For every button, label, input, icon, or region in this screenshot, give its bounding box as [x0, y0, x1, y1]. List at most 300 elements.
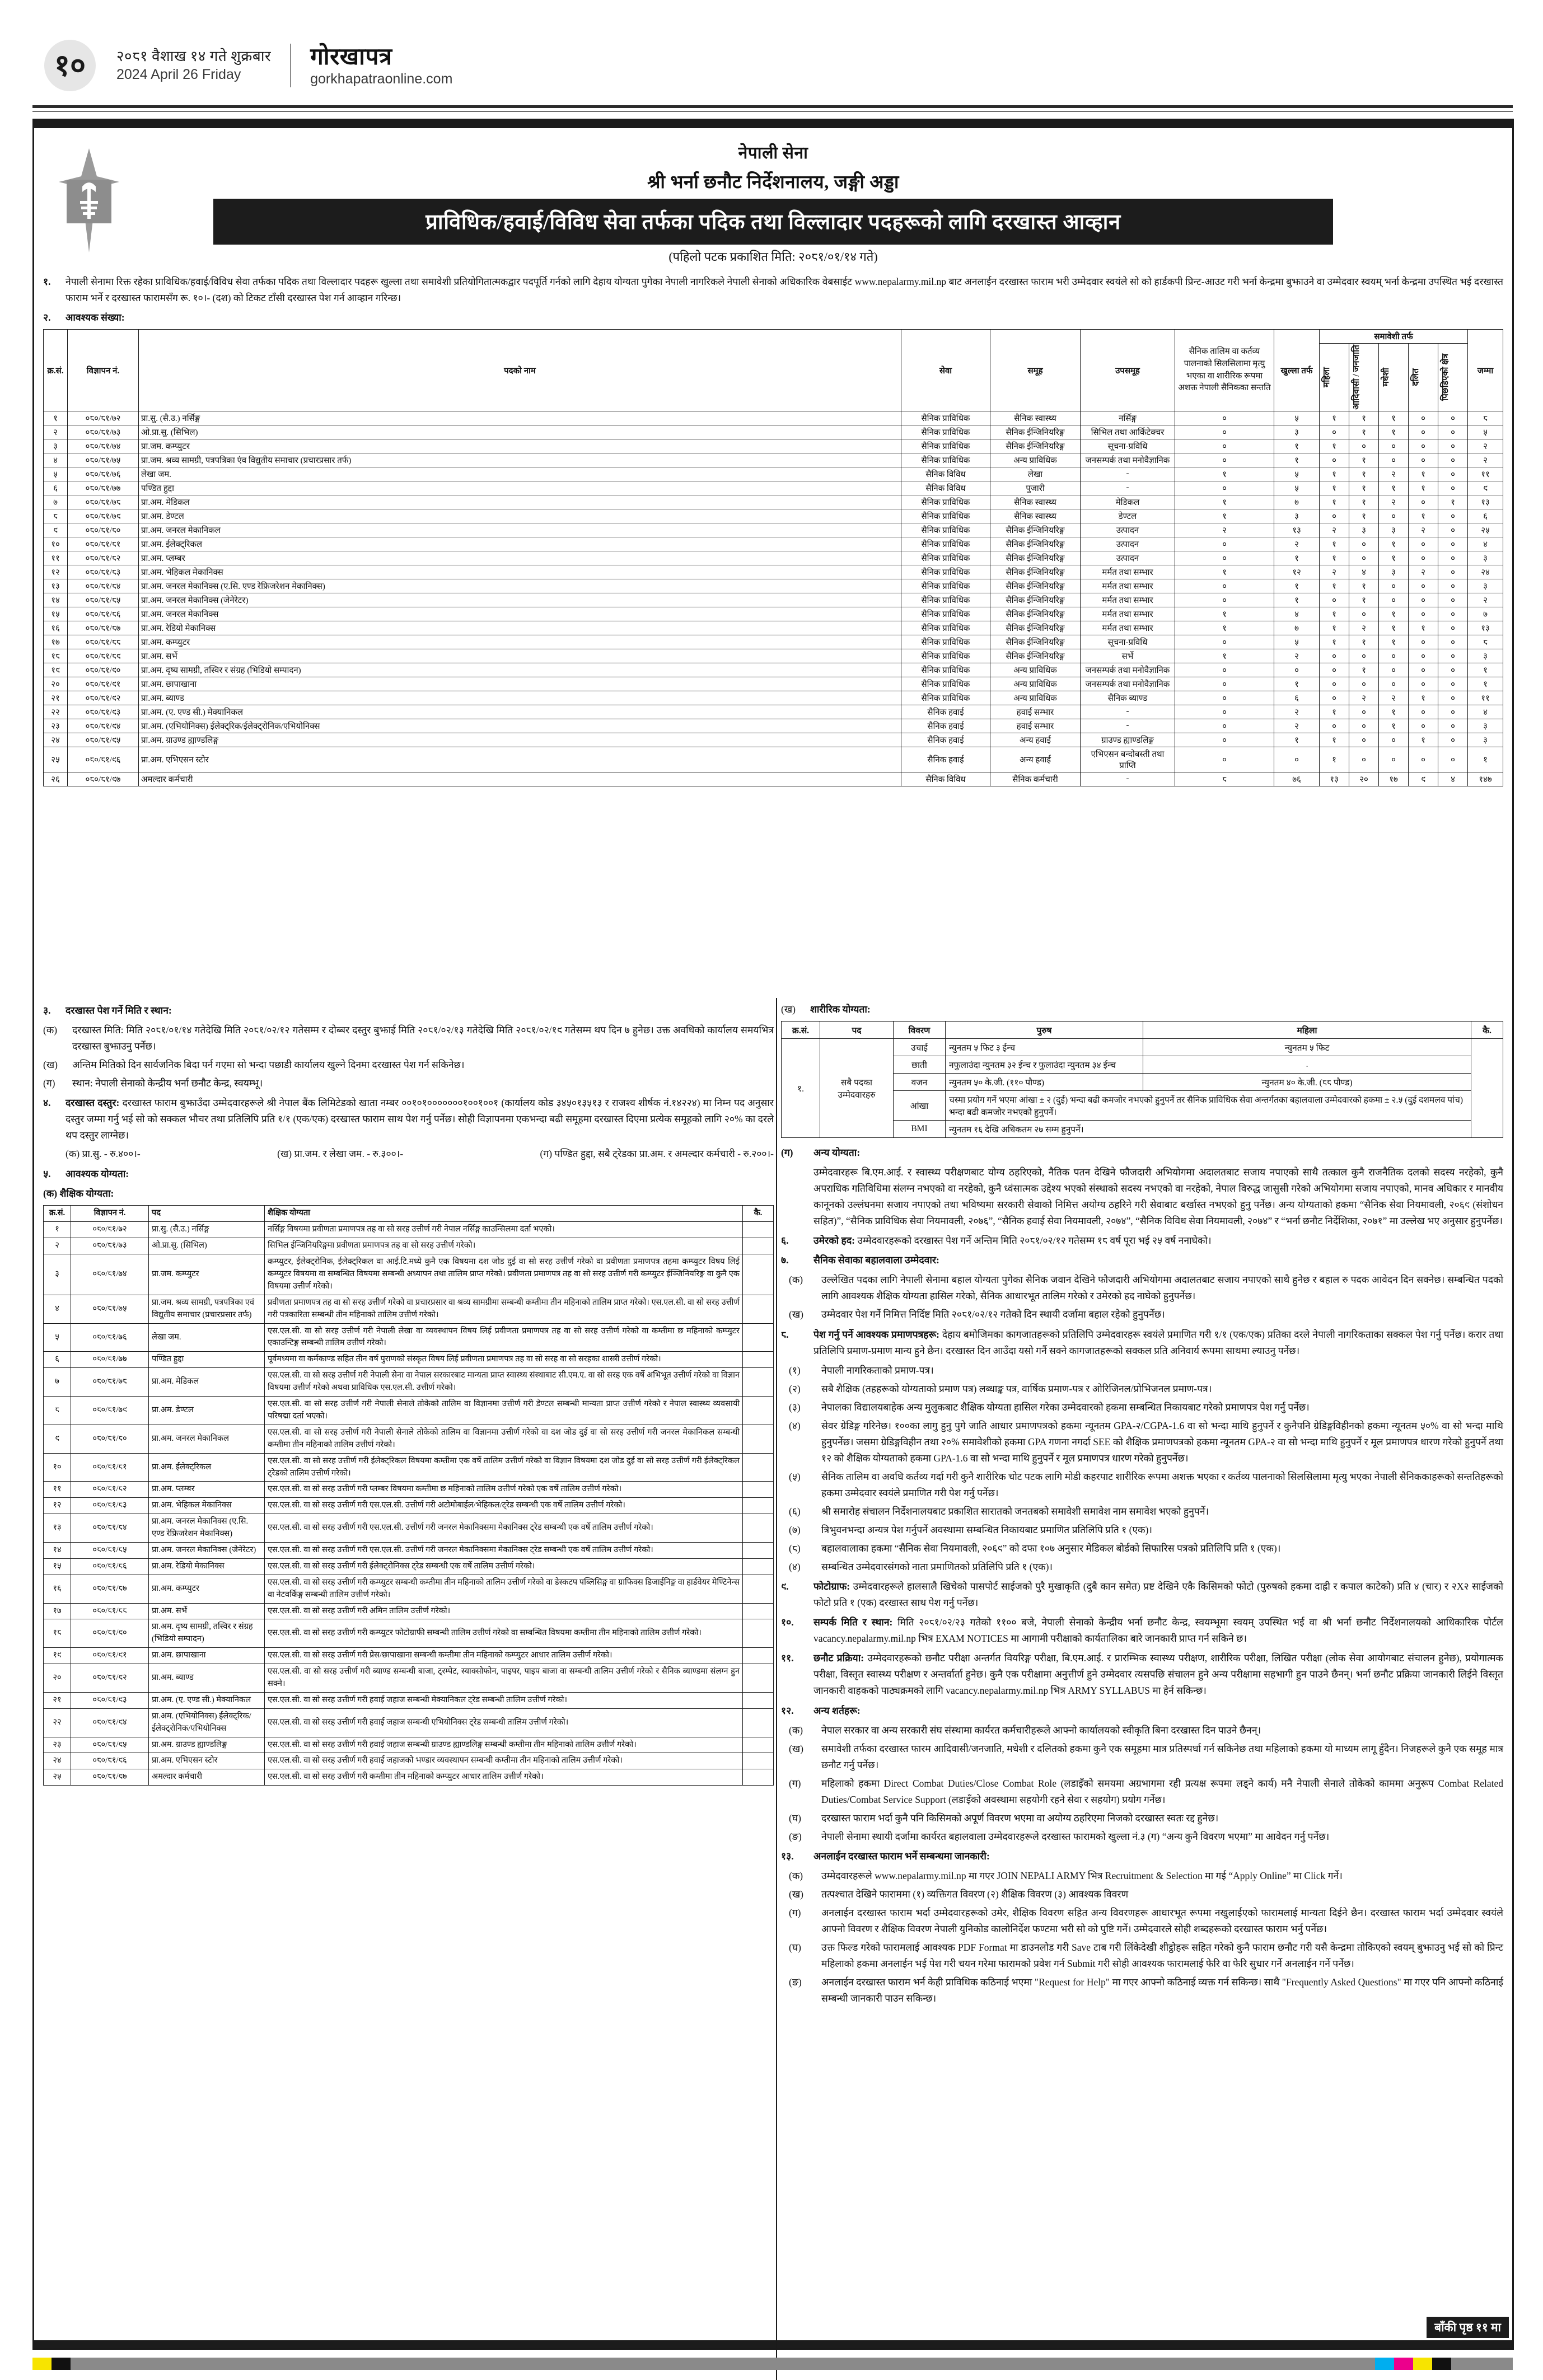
cell-edu-post: ओ.प्रा.सु. (सिभिल) [149, 1238, 265, 1254]
cell-dalit: २ [1409, 523, 1438, 537]
cell-edu-remarks [743, 1708, 774, 1737]
cell-martyr: ० [1175, 593, 1274, 607]
table-row [44, 733, 1503, 747]
item-9-text: उम्मेदवारहरूले हालसालै खिचेको पासपोर्ट साईजको पुरै मुखाकृति (दुबै कान समेत) प्रष्ट देखिने एकै किसिमको फोटो (पुरुषको हकमा दाह्री र कपाल काटेको) प्रति ४ (चार) र २X२ साईजको फोटो प्रति १ (एक) दरखास्त साथ पेश गर्नु पर्नेछ। [813, 1581, 1503, 1609]
cell-martyr: ० [1175, 677, 1274, 691]
date-block [116, 48, 271, 83]
cell-subgroup: मर्मत तथा सम्भार [1081, 565, 1175, 579]
cell-adivasi: १ [1349, 579, 1379, 593]
item-12-sub-text: समावेशी तर्फका दरखास्त फारम आदिवासी/जनजाति, मधेशी र दलितको हकमा कुनै एक समूहमा मात्र प्रतिस्पर्धा गर्न सकिनेछ तथा महिलाको हकमा यो माध्यम लागू हुँदैन। निजहरूले कुनै एक समूह मात्र छनौट गर्नु पर्नेछ। [821, 1742, 1503, 1770]
cell-service: सैनिक प्राविधिक [901, 537, 990, 551]
item-3c-mark: (ग) [43, 1077, 55, 1089]
cell-open: १ [1274, 733, 1320, 747]
cell-female: २ [1320, 565, 1349, 579]
cell-adivasi: ३ [1349, 523, 1379, 537]
cell-backward: १ [1438, 495, 1468, 509]
cell-edu-qualification: एस.एल.सी. वा सो सरह उत्तीर्ण गरी कम्तीमा तीन महिनाको कम्प्युटर आधार तालिम उत्तीर्ण गरेको। [265, 1769, 743, 1786]
cell-open: १ [1274, 677, 1320, 691]
cell-phy-female: . [1143, 1056, 1471, 1074]
table-row [44, 1352, 774, 1368]
cell-ad-no: ०८०/८१/७३ [68, 425, 139, 439]
cell-edu-ad-no: ०८०/८१/८८ [71, 1603, 149, 1619]
cell-post: प्रा.अम. एभिएसन स्टोर [139, 747, 901, 772]
table-row [782, 1039, 1503, 1056]
cell-backward: ० [1438, 537, 1468, 551]
cell-total: ८ [1468, 635, 1503, 649]
cell-edu-remarks [743, 1254, 774, 1295]
item-12-sub-mark: (क) [789, 1724, 803, 1736]
table-row [44, 523, 1503, 537]
table-row [44, 772, 1503, 786]
item-8-sub-text: सैनिक तालिम वा अवधि कर्तव्य गर्दा गरी कुनै शारीरिक चोट पटक लागि मोडी कहरपाट शारीरिक रूपमा अशक्त भएका र कर्तव्य पालनाको सिलसिलामा मृत्यु भएका नेपाली सैनिककाहरूको सन्ततिहरूको हकमा उम्मेदवार स्वयंले प्रमाणित गरी पेश गर्नु पर्नेछ। [821, 1470, 1503, 1498]
cell-madhesi: १ [1379, 481, 1409, 495]
item-13-number: १३. [781, 1850, 794, 1862]
table-row [44, 565, 1503, 579]
cell-sn: ५ [44, 467, 68, 481]
cell-group: हवाई सम्भार [990, 719, 1081, 733]
cell-female: १ [1320, 495, 1349, 509]
th-edu-post: पद [149, 1206, 265, 1222]
cell-edu-remarks [743, 1575, 774, 1603]
cell-edu-post: प्रा.अम. (ए. एण्ड सी.) मेक्यानिकल [149, 1692, 265, 1708]
item-12-sub-text: महिलाको हकमा Direct Combat Duties/Close Combat Role (लडाइँको समयमा अग्रभागमा रही प्रत्यक्ष रूपमा लड्ने कार्य) मनै नेपाली सेनाले तोकेको काममा अनुरूप Combat Related Duties/Combat Service Support (लडाइँको अवस्थामा सहयोगी रहने सेवा र सहयोग) प्रयोग गर्नेछ। [821, 1777, 1503, 1805]
cell-total: १ [1468, 663, 1503, 677]
cell-post: प्रा.अम. प्लम्बर [139, 551, 901, 565]
item-13-sub-text: तत्पश्चात देखिने फाराममा (१) व्यक्तिगत विवरण (२) शैक्षिक विवरण (३) आवश्यक विवरण [821, 1888, 1129, 1900]
cell-group: सैनिक ईन्जिनियरिङ्ग [990, 523, 1081, 537]
cell-ad-no: ०८०/८१/९४ [68, 719, 139, 733]
publication-date: (पहिलो पटक प्रकाशित मिति: २०८१/०१/१४ गते) [668, 250, 878, 264]
masthead-rule-thick [32, 105, 1513, 108]
cell-open: ३ [1274, 509, 1320, 523]
ad-top-bar [34, 120, 1512, 128]
cell-female: १ [1320, 747, 1349, 772]
item-13-sub-mark: (क) [789, 1870, 803, 1881]
item-12-sub-mark: (ग) [789, 1777, 801, 1789]
item-5-number: ५. [43, 1168, 51, 1180]
cell-sn: ११ [44, 551, 68, 565]
cell-dalit: ० [1409, 425, 1438, 439]
cell-edu-sn: १० [44, 1453, 71, 1482]
cell-backward: ० [1438, 509, 1468, 523]
cell-madhesi: ० [1379, 579, 1409, 593]
cell-group: सैनिक ईन्जिनियरिङ्ग [990, 607, 1081, 621]
cell-dalit: ० [1409, 579, 1438, 593]
cell-edu-ad-no: ०८०/८१/८० [71, 1425, 149, 1453]
item-7b [781, 1306, 1503, 1323]
item-12-sub-item [781, 1829, 1503, 1845]
item-3c-text: स्थान: नेपाली सेनाको केन्द्रीय भर्ना छनौट केन्द्र, स्वयम्भू। [72, 1077, 263, 1089]
item-8-sub-mark: (२) [789, 1383, 801, 1394]
cell-total: ३ [1468, 719, 1503, 733]
reg-cyan-right [1375, 2358, 1394, 2370]
cell-martyr: ० [1175, 481, 1274, 495]
cell-edu-remarks [743, 1498, 774, 1514]
table-row [44, 411, 1503, 425]
item-8-sub-text: सबै शैक्षिक (तहहरूको योग्यताको प्रमाण पत्र) लब्धाङ्क पत्र, वार्षिक प्रमाण-पत्र र ओरिजिनल/प्रोभिजनल प्रमाण-पत्र। [821, 1383, 1212, 1394]
cell-sn: २४ [44, 733, 68, 747]
cell-edu-remarks [743, 1558, 774, 1575]
item-8-sublist [781, 1362, 1503, 1576]
cell-edu-qualification: एस.एल.सी. वा सो सरह उत्तीर्ण गरी ईलेक्ट्रिकल विषयमा कम्तीमा एक वर्षे तालिम उत्तीर्ण गरेको वा विज्ञान विषयमा दश जोड दुई वा सो सरह उत्तीर्ण गरी ईलेक्ट्रिकल ट्रेडको तालिम उत्तीर्ण गरेको। [265, 1453, 743, 1482]
cell-open: ५ [1274, 411, 1320, 425]
th-sn: क्र.सं. [44, 330, 68, 411]
cell-female: ० [1320, 593, 1349, 607]
item-3a-text: दरखास्त मिति: मिति २०८१/०१/१४ गतेदेखि मिति २०८१/०२/१२ गतेसम्म र दोब्बर दस्तुर बुझाई मिति २०८१/०२/१३ गतेदेखि मिति २०८१/०२/१९ गतेसम्म थप दिन ७ हुनेछ। उक्त अवधिको कार्यालय समयभित्र दरखास्त बुझाउनु पर्नेछ। [72, 1024, 774, 1052]
cell-backward: ० [1438, 467, 1468, 481]
cell-sn: ९ [44, 523, 68, 537]
cell-service: सैनिक हवाई [901, 705, 990, 719]
cell-adivasi: ४ [1349, 565, 1379, 579]
item-13-title: अनलाईन दरखास्त फाराम भर्ने सम्बन्धमा जानकारी: [813, 1850, 990, 1862]
cell-madhesi: ० [1379, 453, 1409, 467]
item-13-sub-mark: (ङ) [789, 1976, 802, 1988]
cell-edu-post: प्रा.अम. (एभियोनिक्स) ईलेक्ट्रिक/ईलेक्ट्रोनिक/एभियोनिक्स [149, 1708, 265, 1737]
vacancy-number: २. [43, 312, 51, 324]
cell-open: १ [1274, 593, 1320, 607]
table-row [44, 1254, 774, 1295]
cell-female: १३ [1320, 772, 1349, 786]
cell-subgroup: मर्मत तथा सम्भार [1081, 579, 1175, 593]
cell-backward: ० [1438, 565, 1468, 579]
item-7a-text: उल्लेखित पदका लागि नेपाली सेनामा बहाल योग्यता पुगेका सैनिक जवान देखिने फौजदारी अभियोगमा अदालतबाट सजाय नपाएको साथै हुनेछ र बहाल रु पदक आवेदन दिन सक्नेछ। सम्बन्धित पदको लागि आवश्यक शैक्षिक योग्यता हासिल गरेको, सैनिक आधारभूत तालिम गरेको र उमेरको हद नाघेको हुनुपर्नेछ। [821, 1274, 1503, 1302]
physical-header-row [782, 1022, 1503, 1039]
table-row [44, 1368, 774, 1397]
item-11-number: ११. [781, 1652, 794, 1664]
cell-adivasi: ० [1349, 649, 1379, 663]
item-8-sub-mark: (३) [789, 1401, 801, 1413]
cell-open: ७६ [1274, 772, 1320, 786]
cell-post: प्रा.अम. रेडियो मेकानिक्स [139, 621, 901, 635]
cell-phy-female: न्युनतम ४० के.जी. (८८ पौण्ड) [1143, 1074, 1471, 1091]
cell-dalit: १ [1409, 621, 1438, 635]
left-column [43, 999, 774, 1786]
education-table-body [44, 1222, 774, 1786]
th-total: जम्मा [1468, 330, 1503, 411]
cell-dalit: ० [1409, 551, 1438, 565]
item-4-text: दरखास्त फाराम बुझाउँदा उम्मेदवारहरूले श्री नेपाल बैंक लिमिटेडको खाता नम्बर ००१०१०००००००१००१००१ (कार्यालय कोड ३४५०१३५१३ र राजश्व शीर्षक नं.१४२२४) मा निम्न पद अनुसार दस्तुर जम्मा गर्नु भई सो को सक्कल भौचर तथा प्रतिलिपि प्रति १/१ (एक/एक) दरखास्त फाराम साथ पेश गर्नु पर्नेछ। सोही विज्ञापनमा एकभन्दा बढी समूहमा दरखास्त दिएमा प्रत्येक समूहको लागि २०% का दरले थप दस्तुर लाग्नेछ। [66, 1097, 774, 1141]
item-13-sub-item [781, 1905, 1503, 1937]
cell-edu-qualification: एस.एल.सी. वा सो सरह उत्तीर्ण गरी ईलेक्ट्रोनिक्स ट्रेड सम्बन्धी एक वर्षे तालिम उत्तीर्ण गरेको। [265, 1558, 743, 1575]
cell-edu-ad-no: ०८०/८१/९२ [71, 1664, 149, 1693]
cell-group: सैनिक ईन्जिनियरिङ्ग [990, 593, 1081, 607]
item-5-title: आवश्यक योग्यता: [66, 1168, 129, 1180]
cell-madhesi: १ [1379, 425, 1409, 439]
cell-edu-remarks [743, 1753, 774, 1769]
cell-adivasi: ० [1349, 747, 1379, 772]
intro-paragraph [43, 274, 1503, 306]
cell-post: प्रा.अम. डेण्टल [139, 509, 901, 523]
cell-total: ३ [1468, 733, 1503, 747]
cell-ad-no: ०८०/८१/८८ [68, 635, 139, 649]
item-4-title: दरखास्त दस्तुर: [66, 1097, 120, 1109]
cell-subgroup: उत्पादन [1081, 551, 1175, 565]
table-row [44, 453, 1503, 467]
cell-total: १३ [1468, 621, 1503, 635]
directorate-title: श्री भर्ना छनौट निर्देशनालय, जङ्गी अड्डा [647, 172, 899, 193]
cell-ad-no: ०८०/८१/९६ [68, 747, 139, 772]
cell-ad-no: ०८०/८१/७९ [68, 509, 139, 523]
cell-female: १ [1320, 621, 1349, 635]
cell-edu-sn: ११ [44, 1482, 71, 1498]
cell-post: ओ.प्रा.सु. (सिभिल) [139, 425, 901, 439]
cell-edu-sn: २४ [44, 1753, 71, 1769]
cell-edu-ad-no: ०८०/८१/८६ [71, 1558, 149, 1575]
cell-dalit: ० [1409, 747, 1438, 772]
cell-edu-qualification: एस.एल.सी. वा सो सरह उत्तीर्ण गरी अमिन तालिम उत्तीर्ण गरेको। [265, 1603, 743, 1619]
cell-ad-no: ०८०/८१/७८ [68, 495, 139, 509]
item-10-title: सम्पर्क मिति र स्थान: [813, 1617, 893, 1628]
cell-ad-no: ०८०/८१/९७ [68, 772, 139, 786]
cell-dalit: ० [1409, 705, 1438, 719]
cell-ad-no: ०८०/८१/८९ [68, 649, 139, 663]
physical-mark: (ख) [781, 1004, 796, 1015]
cell-service: सैनिक प्राविधिक [901, 453, 990, 467]
cell-group: सैनिक ईन्जिनियरिङ्ग [990, 439, 1081, 453]
th-dalit: दलित [1411, 368, 1420, 386]
cell-sn: २० [44, 677, 68, 691]
table-row [44, 481, 1503, 495]
fee-a: (क) प्रा.सु. - रु.४००।- [66, 1148, 141, 1160]
item-3b-text: अन्तिम मितिको दिन सार्वजनिक बिदा पर्न गएमा सो भन्दा पछाडी कार्यालय खुल्ने दिनमा दरखास्त पेश गर्न सकिनेछ। [72, 1059, 465, 1071]
cell-ad-no: ०८०/८१/७५ [68, 453, 139, 467]
cell-madhesi: ० [1379, 509, 1409, 523]
cell-edu-post: प्रा.अम. दृष्य सामग्री, तस्विर र संग्रह (भिडियो सम्पादन) [149, 1619, 265, 1648]
item-11 [781, 1650, 1503, 1699]
cell-edu-post: प्रा.अम. डेण्टल [149, 1397, 265, 1425]
cell-backward: ४ [1438, 772, 1468, 786]
cell-edu-qualification: नर्सिङ्ग विषयमा प्रवीणता प्रमाणपत्र तह वा सो सरह उत्तीर्ण गरी नेपाल नर्सिङ्ग काउन्सिलमा दर्ता भएको। [265, 1222, 743, 1238]
cell-group: सैनिक स्वास्थ्य [990, 411, 1081, 425]
brand-name-nepali: गोरखापत्र [310, 44, 392, 71]
education-qualification-table [43, 1205, 774, 1786]
cell-sn: १५ [44, 607, 68, 621]
cell-service: सैनिक प्राविधिक [901, 691, 990, 705]
th-phy-detail: विवरण [894, 1022, 946, 1039]
cell-edu-ad-no: ०८०/८१/८४ [71, 1514, 149, 1543]
physical-table-head [782, 1022, 1503, 1039]
cell-edu-post: प्रा.अम. जनरल मेकानिक्स (जेनेरेटर) [149, 1542, 265, 1558]
cell-dalit: ० [1409, 719, 1438, 733]
item-12-title: अन्य शर्तहरू: [813, 1704, 861, 1716]
cell-martyr: ० [1175, 551, 1274, 565]
cell-subgroup: मर्मत तथा सम्भार [1081, 621, 1175, 635]
cell-sn: २ [44, 425, 68, 439]
table-row [44, 649, 1503, 663]
item-12-sub-mark: (ङ) [789, 1830, 802, 1842]
table-row [44, 439, 1503, 453]
cell-edu-sn: २२ [44, 1708, 71, 1737]
table-row [44, 1323, 774, 1352]
education-table-head [44, 1206, 774, 1222]
item-10 [781, 1614, 1503, 1647]
cell-service: सैनिक प्राविधिक [901, 579, 990, 593]
th-open: खुल्ला तर्फ [1274, 330, 1320, 411]
cell-edu-sn: ९ [44, 1425, 71, 1453]
th-edu-sn: क्र.सं. [44, 1206, 71, 1222]
item-8-title: पेश गर्नु पर्ने आवश्यक प्रमाणपत्रहरू: [813, 1328, 939, 1340]
cell-madhesi: १७ [1379, 772, 1409, 786]
cell-martyr: ० [1175, 691, 1274, 705]
cell-total: ५ [1468, 425, 1503, 439]
item-7b-mark: (ख) [789, 1309, 803, 1320]
cell-backward: ० [1438, 747, 1468, 772]
cell-adivasi: १ [1349, 481, 1379, 495]
item-4 [43, 1095, 774, 1144]
other-qual-text: उम्मेदवारहरू बि.एम.आई. र स्वास्थ्य परीक्षणबाट योग्य ठहरिएको, नैतिक पतन देखिने फौजदारी अभियोगमा अदालतबाट सजाय नपाएको साथै तत्काल कुनै राजनैतिक दलको सदस्य नरहेको, कुनै अपराधिक गतिविधिमा संलग्न नभएको वा नरहेको, कुनै ध्वंसात्मक उद्देश्य भएको संस्थाको सदस्य नभएको वा नरहेको, नेपाल विरुद्ध जासुसी गरेको अभियोगमा सजाय नपाएको, मानव अधिकार र मानवीय कानूनको उल्लंघनमा सजाय नपाएको तथा भविष्यमा सरकारी सेवाको निमित्त अयोग्य ठहरिने गरी सेवाबाट बर्खास्त नभएको हुनु पर्नेछ। अन्य योग्यताको हकमा “सैनिक सेवा नियमावली, २०६९ (संशोधन सहित)”, “सैनिक प्राविधिक सेवा नियमावली, २०७६”, “सैनिक हवाई सेवा नियमावली, २०७४”, “सैनिक विविध सेवा नियमावली, २०७४” र “भर्ना छनौट निर्देशिका, २०७१” मा उल्लेख भए अनुसार हुनुपर्नेछ। [813, 1166, 1503, 1227]
cell-martyr: १ [1175, 565, 1274, 579]
cell-open: २ [1274, 537, 1320, 551]
item-12-sub-item [781, 1741, 1503, 1773]
cell-edu-qualification: प्रवीणता प्रमाणपत्र तह वा सो सरह उत्तीर्ण गरेको वा प्रचारप्रसार वा श्रव्य सामग्रीमा सम्बन्धी कम्तीमा तीन महिनाको तालिम प्राप्त गरेको। एस.एल.सी. वा सो सरह उत्तीर्ण गरी पत्रकारिता सम्बन्धी तीन महिनाको तालिम उत्तीर्ण गरेको। [265, 1295, 743, 1323]
cell-martyr: १ [1175, 467, 1274, 481]
other-qualification-body [781, 1164, 1503, 1229]
item-8-text: देहाय बमोजिमका कागजातहरूको प्रतिलिपि उम्मेदवारहरू स्वयंले प्रमाणित गरी १/१ (एक/एक) प्रतिका दरले नेपाली नागरिकताका सक्कल पेश गर्नु पर्नेछ। करार तथा प्रतिलिपि प्रमाण-प्रमाण मान्य हुने छैन। दरखास्त दिन आउँदा यसो गर्नै सक्ने कागजातहरूको सक्कल प्रति अनिवार्य रूपमा साथमा ल्याउनु पर्नेछ। [813, 1328, 1504, 1356]
cell-edu-sn: १८ [44, 1619, 71, 1648]
cell-madhesi: ० [1379, 733, 1409, 747]
cell-subgroup: सूचना-प्रविधि [1081, 635, 1175, 649]
cell-total: १ [1468, 677, 1503, 691]
item-8-sub-text: बहालवालाका हकमा “सैनिक सेवा नियमावली, २०६९” को दफा १०७ अनुसार मेडिकल बोर्डको सिफारिस पत्रको प्रतिलिपि प्रति १ (एक)। [821, 1543, 1281, 1554]
item-13-sub-item [781, 1886, 1503, 1903]
print-registration-bar [32, 2358, 1513, 2370]
cell-open: २ [1274, 649, 1320, 663]
item-8-sub-item [781, 1381, 1503, 1397]
item-13-sublist [781, 1868, 1503, 2007]
cell-service: सैनिक प्राविधिक [901, 439, 990, 453]
cell-total: २४ [1468, 565, 1503, 579]
cell-sn: ८ [44, 509, 68, 523]
table-row [44, 467, 1503, 481]
item-3-title: दरखास्त पेश गर्ने मिति र स्थान: [66, 1005, 172, 1016]
vacancy-table [43, 329, 1503, 786]
item-8-sub-item [781, 1362, 1503, 1379]
cell-total: ११ [1468, 691, 1503, 705]
item-13-sub-item [781, 1939, 1503, 1972]
cell-edu-qualification: एस.एल.सी. वा सो सरह उत्तीर्ण गरी नेपाली सेनाले तोकेको तालिम वा विज्ञानमा उत्तीर्ण गरेको वा दश जोड दुई वा सो सरह उत्तीर्ण गरी जनरल मेकानिकल सम्बन्धी कम्तीमा तीन महिनाको तालिम उत्तीर्ण गरेको। [265, 1425, 743, 1453]
item-8-sub-item [781, 1399, 1503, 1416]
cell-martyr: १ [1175, 649, 1274, 663]
cell-service: सैनिक हवाई [901, 747, 990, 772]
cell-edu-qualification: एस.एल.सी. वा सो सरह उत्तीर्ण गरी प्लम्बर विषयमा कम्तीमा छ महिनाको तालिम उत्तीर्ण गरेको एक वर्षे तालिम उत्तीर्ण गरेको। [265, 1482, 743, 1498]
cell-post: अमल्दार कर्मचारी [139, 772, 901, 786]
cell-edu-sn: २३ [44, 1737, 71, 1753]
table-row [44, 747, 1503, 772]
cell-female: १ [1320, 551, 1349, 565]
item-5a-heading [43, 1186, 774, 1202]
cell-post: प्रा.अम. भेहिकल मेकानिक्स [139, 565, 901, 579]
cell-dalit: १ [1409, 467, 1438, 481]
item-13-sub-item [781, 1868, 1503, 1884]
cell-adivasi: ० [1349, 719, 1379, 733]
cell-madhesi: ० [1379, 663, 1409, 677]
table-row [44, 1708, 774, 1737]
th-madhesi: मधेशी [1381, 368, 1391, 387]
cell-adivasi: ० [1349, 551, 1379, 565]
item-8-sub-mark: (७) [789, 1524, 801, 1536]
cell-backward: ० [1438, 425, 1468, 439]
item-8-sub-mark: (६) [789, 1505, 801, 1517]
cell-edu-sn: २० [44, 1664, 71, 1693]
cell-subgroup: - [1081, 772, 1175, 786]
cell-group: सैनिक ईन्जिनियरिङ्ग [990, 579, 1081, 593]
cell-group: अन्य प्राविधिक [990, 691, 1081, 705]
item-12-sub-mark: (ख) [789, 1742, 803, 1754]
cell-phy-detail: उचाई [894, 1039, 946, 1056]
cell-sn: २३ [44, 719, 68, 733]
cell-martyr: ० [1175, 719, 1274, 733]
cell-service: सैनिक प्राविधिक [901, 593, 990, 607]
cell-open: ५ [1274, 481, 1320, 495]
cell-subgroup: - [1081, 719, 1175, 733]
vacancy-title: आवश्यक संख्या: [66, 312, 125, 324]
cell-edu-qualification: एस.एल.सी. वा सो सरह उत्तीर्ण गरी हवाई जहाज सम्बन्धी एभियोनिक्स ट्रेड सम्बन्धी तालिम उत्तीर्ण गरेको। [265, 1708, 743, 1737]
cell-group: अन्य प्राविधिक [990, 663, 1081, 677]
education-subtitle: (क) शैक्षिक योग्यता: [43, 1188, 114, 1200]
brand-website: gorkhapatraonline.com [310, 71, 453, 87]
item-8-body [813, 1327, 1503, 1359]
cell-service: सैनिक प्राविधिक [901, 565, 990, 579]
cell-female: १ [1320, 537, 1349, 551]
table-row [44, 1498, 774, 1514]
cell-backward: ० [1438, 677, 1468, 691]
cell-service: सैनिक प्राविधिक [901, 635, 990, 649]
cell-open: ० [1274, 663, 1320, 677]
table-row [44, 1575, 774, 1603]
cell-dalit: ० [1409, 453, 1438, 467]
th-edu-remarks: कै. [743, 1206, 774, 1222]
cell-female: १ [1320, 579, 1349, 593]
cell-total: ७ [1468, 607, 1503, 621]
cell-adivasi: २० [1349, 772, 1379, 786]
education-header-row [44, 1206, 774, 1222]
right-column [781, 999, 1503, 2009]
cell-female: ० [1320, 509, 1349, 523]
cell-post: पण्डित हुद्दा [139, 481, 901, 495]
cell-post: लेखा जम. [139, 467, 901, 481]
item-12-sub-text: नेपाल सरकार वा अन्य सरकारी संघ संस्थामा कार्यरत कर्मचारीहरूले आफ्नो कार्यालयको स्वीकृति बिना दरखास्त दिन पाउने छैनन्। [821, 1724, 1261, 1736]
cell-dalit: १ [1409, 691, 1438, 705]
cell-dalit: ० [1409, 663, 1438, 677]
cell-edu-qualification: सिभिल ईन्जिनियरिङ्गमा प्रवीणता प्रमाणपत्र तह वा सो सरह उत्तीर्ण गरेको। [265, 1238, 743, 1254]
cell-edu-remarks [743, 1238, 774, 1254]
cell-phy-remarks [1471, 1039, 1503, 1138]
cell-edu-remarks [743, 1514, 774, 1543]
table-row [44, 1542, 774, 1558]
table-row [44, 1222, 774, 1238]
table-row [44, 677, 1503, 691]
cell-phy-detail: आंखा [894, 1091, 946, 1121]
cell-subgroup: सिभिल तथा आर्किटेक्चर [1081, 425, 1175, 439]
vacancy-table-body [44, 411, 1503, 786]
cell-ad-no: ०८०/८१/७६ [68, 467, 139, 481]
cell-edu-sn: ६ [44, 1352, 71, 1368]
cell-edu-sn: १७ [44, 1603, 71, 1619]
cell-backward: ० [1438, 649, 1468, 663]
brand-block [310, 44, 452, 87]
cell-female: १ [1320, 411, 1349, 425]
other-qual-spacer [781, 1164, 813, 1229]
cell-sn: २५ [44, 747, 68, 772]
cell-female: ० [1320, 425, 1349, 439]
cell-subgroup: - [1081, 481, 1175, 495]
cell-edu-remarks [743, 1368, 774, 1397]
cell-group: पुजारी [990, 481, 1081, 495]
page-number: १० [44, 40, 96, 91]
item-12-sub-item [781, 1775, 1503, 1808]
cell-subgroup: मेडिकल [1081, 495, 1175, 509]
cell-edu-remarks [743, 1323, 774, 1352]
